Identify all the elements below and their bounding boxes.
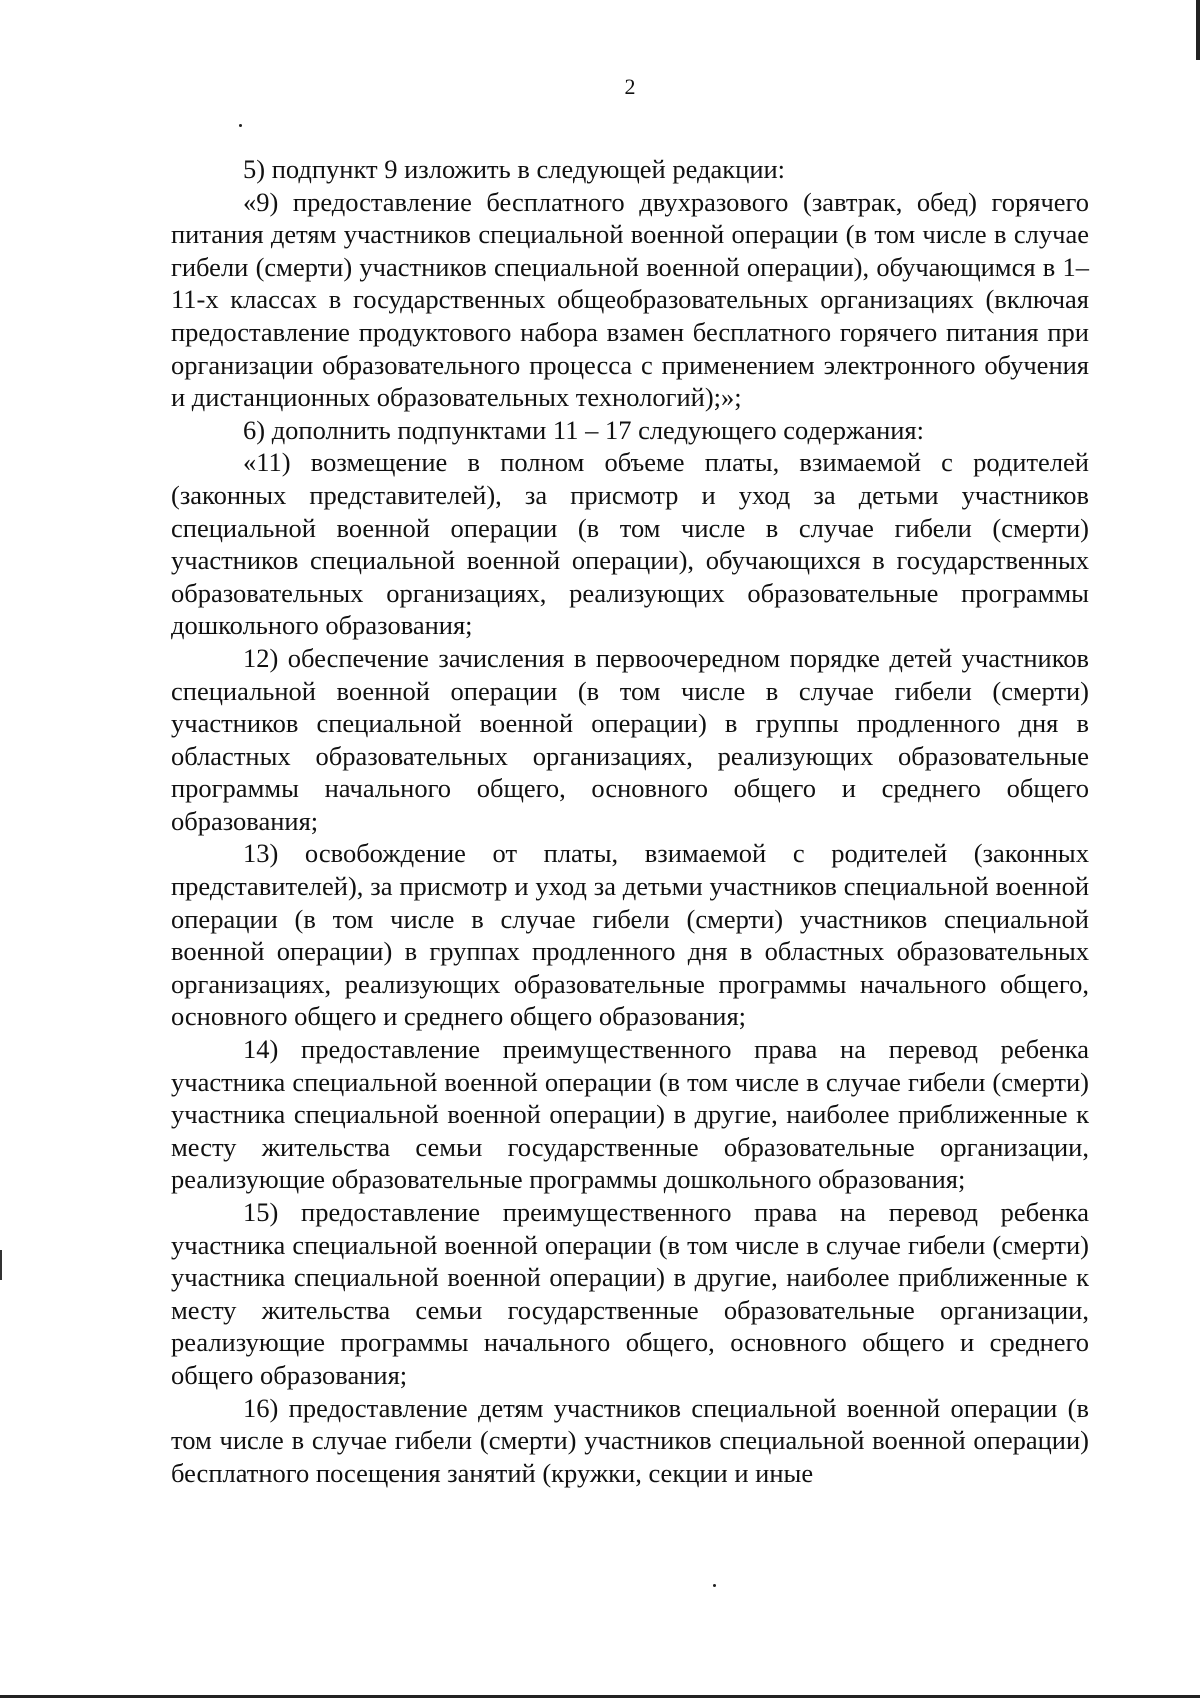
paragraph-item-5: 5) подпункт 9 изложить в следующей редакции: <box>243 154 786 184</box>
paragraph-subitem-13: 13) освобождение от платы, взимаемой с родителей (законных представителей), за присмотр и уход за детьми участников специальной военной операции (в том числе в случае гибели (смерти) участников специальной военной операции) в группах продленного дня в областных образовательных организациях, реализующих образовательные программы начального общего, основного общего и среднего общего образования; <box>171 838 1089 1032</box>
paragraph-subitem-9: «9) предоставление бесплатного двухразового (завтрак, обед) горячего питания детям участников специальной военной операции (в том числе в случае гибели (смерти) участников специальной военной операции), обучающимся в 1–11-х классах в государственных общеобразовательных организациях (включая предоставление продуктового набора взамен бесплатного горячего питания при организации образовательного процесса с применением электронного обучения и дистанционных образовательных технологий);»; <box>171 186 1089 413</box>
paragraph-subitem-15: 15) предоставление преимущественного права на перевод ребенка участника специальной военной операции (в том числе в случае гибели (смерти) участника специальной военной операции) в другие, наиболее приближенные к месту жительства семьи государственные образовательные организации, реализующие программы начального общего, основного общего и среднего общего образования; <box>171 1197 1089 1390</box>
scan-edge-mark <box>1196 0 1200 60</box>
document-body <box>171 153 1089 1489</box>
paragraph-subitem-12: 12) обеспечение зачисления в первоочередном порядке детей участников специальной военной операции (в том числе в случае гибели (смерти) участников специальной военной операции) в группы продленного дня в областных образовательных организациях, реализующих образовательные программы начального общего, основного общего и среднего общего образования; <box>171 642 1089 836</box>
paragraph-subitem-14: 14) предоставление преимущественного права на перевод ребенка участника специальной военной операции (в том числе в случае гибели (смерти) участника специальной военной операции) в другие, наиболее приближенные к месту жительства семьи государственные образовательные организации, реализующие образовательные программы дошкольного образования; <box>171 1034 1089 1195</box>
paragraph-item-6: 6) дополнить подпунктами 11 – 17 следующего содержания: <box>243 414 924 445</box>
scan-speck <box>239 124 242 127</box>
scan-edge-mark <box>0 1250 2 1280</box>
paragraph-subitem-16: 16) предоставление детям участников специальной военной операции (в том числе в случае гибели (смерти) участников специальной военной операции) бесплатного посещения занятий (кружки, секции и иные <box>171 1392 1089 1488</box>
scan-speck <box>713 1584 716 1587</box>
page-number: 2 <box>624 74 636 99</box>
paragraph-subitem-11: «11) возмещение в полном объеме платы, взимаемой с родителей (законных представителей), за присмотр и уход за детьми участников специальной военной операции (в том числе в случае гибели (смерти) участников специальной военной операции), обучающихся в государственных образовательных организациях, реализующих образовательные программы дошкольного образования; <box>171 447 1089 641</box>
